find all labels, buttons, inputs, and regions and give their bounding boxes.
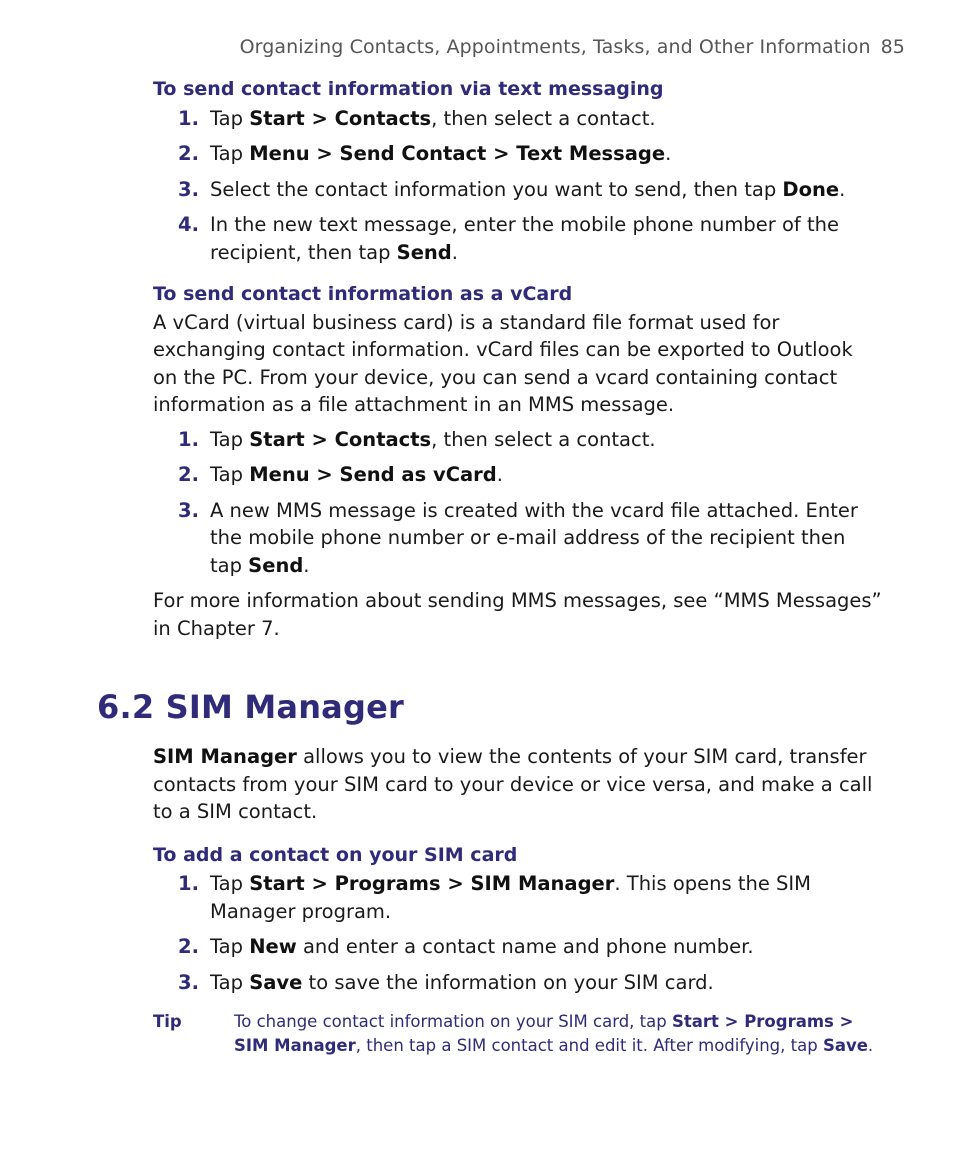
step-text: Tap [210, 427, 250, 451]
step-number: 2. [178, 935, 199, 958]
step-number: 2. [178, 463, 199, 486]
step-text: Tap [210, 463, 250, 486]
tip-box [153, 1010, 883, 1058]
step-text: Tap [210, 142, 250, 165]
step-text: Select the contact information you want to send, then tap [210, 177, 783, 201]
step-item [153, 461, 883, 489]
step-text: . [496, 463, 503, 486]
step-list [153, 426, 883, 580]
procedure-heading: To send contact information as a vCard [153, 283, 573, 305]
step-text: . This opens the SIM Manager program. [210, 872, 812, 923]
step-item [153, 969, 883, 997]
step-text: Tap [210, 970, 250, 994]
step-list [153, 870, 883, 996]
vcard-intro: A vCard (virtual business card) is a standard file format used for exchanging contact information. vCard files can be exported to Outlook on the PC. From your device, you can send a vcard containing contact information as a file attachment in an MMS message. [153, 310, 853, 416]
step-command: Save [249, 970, 303, 994]
step-list [153, 105, 883, 267]
tip-text [234, 1010, 883, 1058]
step-text: Tap [210, 106, 250, 130]
procedure-heading: To add a contact on your SIM card [153, 843, 518, 866]
procedure-heading: To send contact information via text messaging [153, 78, 664, 100]
step-text: . [839, 177, 846, 201]
step-item [153, 870, 883, 925]
sim-manager-intro [153, 743, 883, 826]
step-text: to save the information on your SIM card. [302, 970, 714, 994]
step-command: New [249, 935, 297, 958]
step-number: 4. [178, 213, 199, 236]
tip-label: Tip [153, 1012, 182, 1031]
tip-text-part: . [867, 1036, 874, 1055]
step-number: 2. [178, 142, 199, 165]
step-number: 3. [178, 970, 199, 994]
step-text: , then select a contact. [431, 106, 656, 130]
section-title: 6.2 SIM Manager [97, 688, 404, 726]
step-text: . [451, 240, 458, 264]
step-text: . [303, 553, 310, 577]
step-number: 3. [178, 177, 199, 201]
step-text: A new MMS message is created with the vcard file attached. Enter the mobile phone number or e-mail address of the recipient then tap [210, 498, 858, 577]
tip-command: Start > Programs > SIM Manager [234, 1012, 854, 1055]
step-item [153, 176, 883, 204]
more-info-paragraph: For more information about sending MMS messages, see “MMS Messages” in Chapter 7. [153, 589, 882, 640]
tip-command: Save [822, 1036, 868, 1055]
running-header [240, 36, 905, 58]
vcard-procedure [153, 281, 883, 642]
step-item [153, 497, 883, 580]
step-number: 3. [178, 498, 199, 522]
chapter-title: Organizing Contacts, Appointments, Tasks, and Other Information [239, 36, 871, 58]
step-number: 1. [178, 106, 199, 130]
step-item [153, 105, 883, 133]
step-text: and enter a contact name and phone number. [296, 935, 754, 958]
intro-text: allows you to view the contents of your SIM card, transfer contacts from your SIM card to your device or vice versa, and make a call to a SIM contact. [153, 745, 873, 823]
step-item [153, 933, 883, 961]
tip-text-part: To change contact information on your SIM card, tap [234, 1012, 672, 1031]
step-command: Send [396, 240, 452, 264]
step-text: In the new text message, enter the mobile phone number of the recipient, then tap [210, 213, 839, 264]
step-command: Menu > Send as vCard [249, 463, 497, 486]
text-message-procedure [153, 76, 883, 266]
step-text: . [665, 142, 672, 165]
intro-bold: SIM Manager [153, 745, 297, 768]
step-text: Tap [210, 935, 250, 958]
step-command: Start > Programs > SIM Manager [249, 872, 615, 895]
step-text: Tap [210, 872, 250, 895]
sim-manager-section [153, 743, 883, 996]
step-command: Start > Contacts [249, 106, 432, 130]
step-command: Start > Contacts [249, 427, 432, 451]
step-item [153, 140, 883, 168]
step-command: Menu > Send Contact > Text Message [249, 142, 666, 165]
page-number: 85 [880, 36, 905, 58]
step-number: 1. [178, 872, 199, 895]
step-number: 1. [178, 427, 199, 451]
step-item [153, 426, 883, 454]
tip-text-part: , then tap a SIM contact and edit it. After modifying, tap [355, 1036, 823, 1055]
step-text: , then select a contact. [431, 427, 656, 451]
step-item [153, 211, 883, 266]
step-command: Send [248, 553, 304, 577]
step-command: Done [782, 177, 840, 201]
